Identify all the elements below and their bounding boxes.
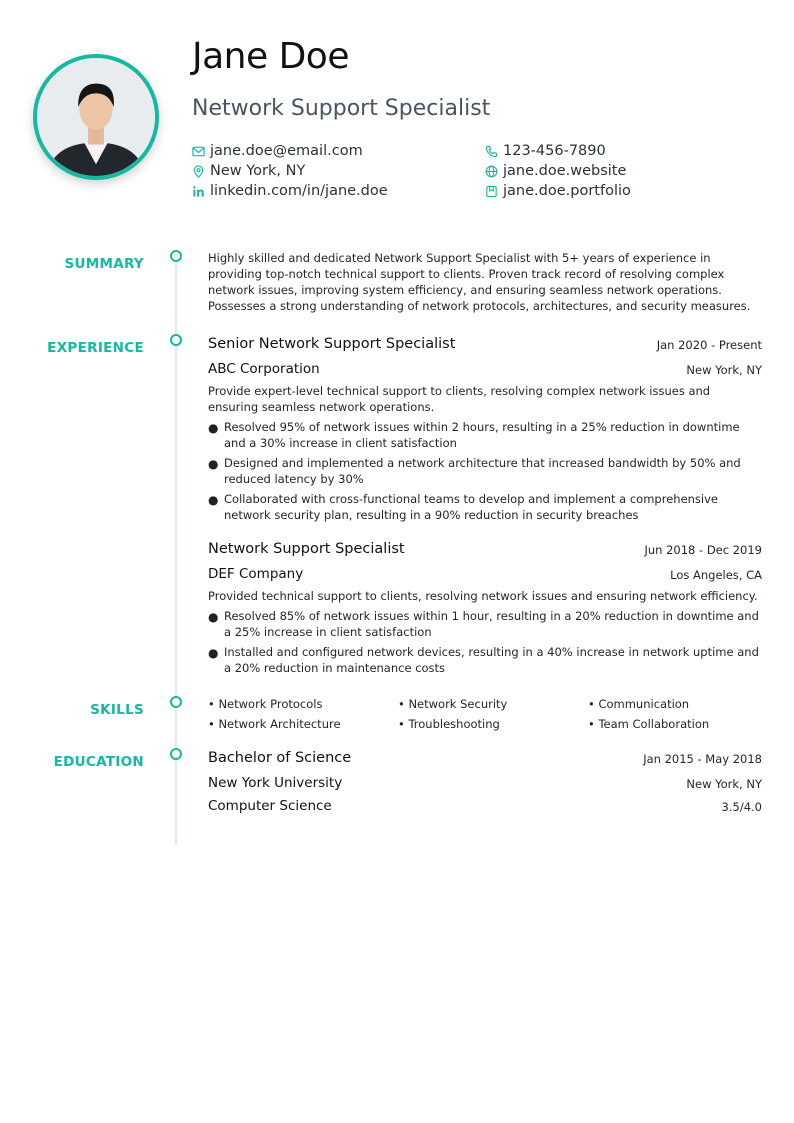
contact-website[interactable] xyxy=(485,163,626,179)
job-company: ABC Corporation xyxy=(208,361,320,377)
education-field: Computer Science xyxy=(208,798,332,814)
job-date: Jan 2020 - Present xyxy=(656,338,762,352)
summary-text: Highly skilled and dedicated Network Support Specialist with 5+ years of experience in providing top-notch technical support to clients. Proven track record of resolving complex network issues, improving system efficiency, and ensuring seamless network operations. Possesses a strong understanding of network protocols, architectures, and security measures. xyxy=(208,251,751,313)
candidate-title: Network Support Specialist xyxy=(192,96,491,121)
contact-linkedin[interactable] xyxy=(192,183,388,199)
job-bullet: ● Designed and implemented a network architecture that increased bandwidth by 50% and reduced latency by 30% xyxy=(208,456,741,486)
section-title-summary: SUMMARY xyxy=(64,256,144,272)
skill-item: • Network Protocols xyxy=(208,697,323,711)
portrait-image xyxy=(37,58,155,176)
section-title-education: EDUCATION xyxy=(53,754,144,770)
candidate-name: Jane Doe xyxy=(192,36,349,77)
job-bullet: ● Resolved 85% of network issues within 1 hour, resulting in a 20% reduction in downtime and a 25% increase in client satisfaction xyxy=(208,609,759,639)
contact-portfolio[interactable] xyxy=(485,183,631,199)
map-pin-icon xyxy=(192,165,205,178)
timeline-dot-skills xyxy=(170,696,182,708)
job-location: New York, NY xyxy=(686,363,762,377)
linkedin-icon xyxy=(192,185,205,198)
skill-item: • Network Architecture xyxy=(208,717,341,731)
job-date: Jun 2018 - Dec 2019 xyxy=(644,543,762,557)
job-bullet: ● Installed and configured network devices, resulting in a 40% increase in network uptime and a 20% reduction in maintenance costs xyxy=(208,645,759,675)
skill-item: • Communication xyxy=(588,697,690,711)
education-date: Jan 2015 - May 2018 xyxy=(643,752,762,766)
job-description: Provided technical support to clients, resolving network issues and ensuring network efficiency. xyxy=(208,589,758,603)
phone-icon xyxy=(485,145,498,158)
contact-phone[interactable] xyxy=(485,143,606,159)
education-school: New York University xyxy=(208,775,343,791)
education-gpa: 3.5/4.0 xyxy=(721,800,762,814)
job-location: Los Angeles, CA xyxy=(670,568,762,582)
skill-item: • Troubleshooting xyxy=(398,717,500,731)
job-title: Network Support Specialist xyxy=(208,541,405,557)
education-location: New York, NY xyxy=(686,777,762,791)
linkedin-text: linkedin.com/in/jane.doe xyxy=(210,183,388,199)
portfolio-icon xyxy=(485,185,498,198)
phone-text: 123-456-7890 xyxy=(503,143,606,159)
section-title-skills: SKILLS xyxy=(90,702,144,718)
location-text: New York, NY xyxy=(210,163,306,179)
section-title-experience: EXPERIENCE xyxy=(47,340,144,356)
profile-photo xyxy=(33,54,159,180)
globe-icon xyxy=(485,165,498,178)
contact-email[interactable] xyxy=(192,143,363,159)
website-text: jane.doe.website xyxy=(503,163,627,179)
email-text: jane.doe@email.com xyxy=(210,143,363,159)
timeline-dot-education xyxy=(170,748,182,760)
mail-icon xyxy=(192,145,205,158)
job-title: Senior Network Support Specialist xyxy=(208,336,456,352)
job-description: Provide expert-level technical support to clients, resolving complex network issues and ensuring seamless network operations. xyxy=(208,384,711,414)
timeline-dot-experience xyxy=(170,334,182,346)
timeline-dot-summary xyxy=(170,250,182,262)
job-company: DEF Company xyxy=(208,566,304,582)
skill-item: • Team Collaboration xyxy=(588,717,710,731)
contact-location xyxy=(192,163,305,179)
portfolio-text: jane.doe.portfolio xyxy=(503,183,631,199)
job-bullet: ● Resolved 95% of network issues within 2 hours, resulting in a 25% reduction in downtime and a 30% increase in client satisfaction xyxy=(208,420,740,450)
education-degree: Bachelor of Science xyxy=(208,750,352,766)
skill-item: • Network Security xyxy=(398,697,508,711)
job-bullet: ● Collaborated with cross-functional teams to develop and implement a comprehensive network security plan, resulting in a 90% reduction in security breaches xyxy=(208,492,718,522)
